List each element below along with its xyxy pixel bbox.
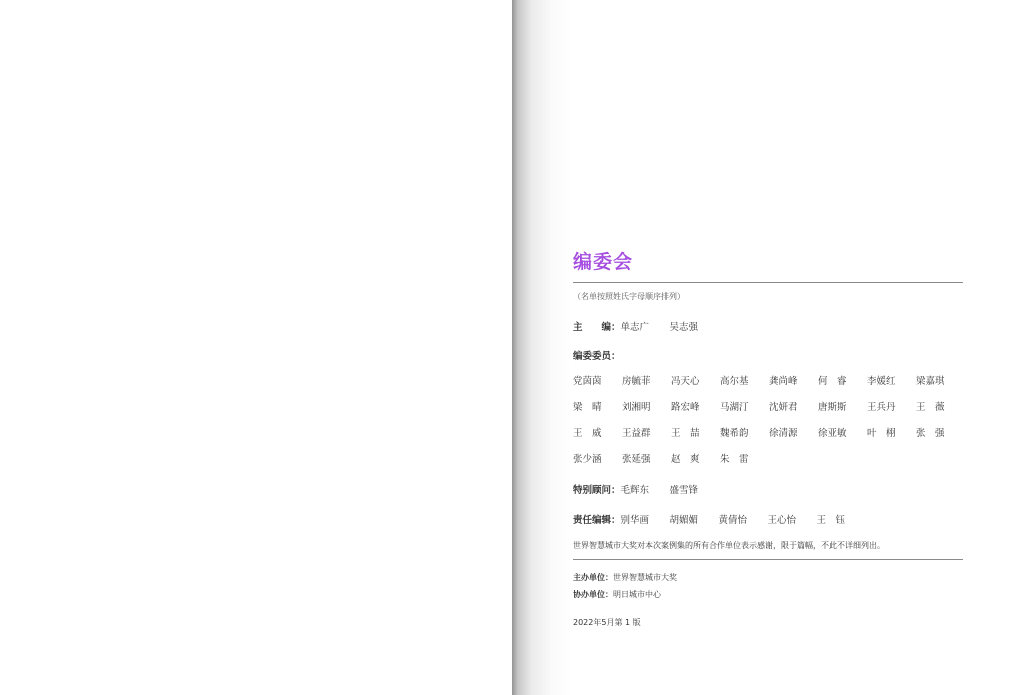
member-name: 叶 栩 bbox=[867, 428, 896, 439]
member-name: 刘湘明 bbox=[622, 402, 651, 413]
cohost-label: 协办单位： bbox=[573, 590, 613, 599]
special-advisor-names bbox=[621, 484, 719, 498]
ordering-note: （名单按照姓氏字母顺序排列） bbox=[573, 292, 685, 301]
responsible-editors-names bbox=[621, 514, 866, 528]
member-name: 赵 爽 bbox=[671, 454, 700, 465]
editor-name: 王 钰 bbox=[816, 515, 846, 526]
member-name: 沈妍君 bbox=[769, 402, 798, 413]
co-organizer bbox=[573, 589, 963, 601]
advisor-name: 毛辉东 bbox=[620, 485, 650, 496]
edition-info: 2022年5月第 1 版 bbox=[573, 618, 641, 627]
member-name: 梁嘉琪 bbox=[916, 376, 945, 387]
editorial-board-section bbox=[573, 250, 963, 629]
member-name: 魏希韵 bbox=[720, 428, 749, 439]
member-name: 张延强 bbox=[622, 454, 651, 465]
member-name: 龚尚峰 bbox=[769, 376, 798, 387]
host-value: 世界智慧城市大奖 bbox=[613, 573, 677, 582]
member-name: 冯天心 bbox=[671, 376, 700, 387]
members-grid bbox=[573, 375, 973, 479]
members-label: 编委委员： bbox=[573, 351, 621, 362]
bottom-divider bbox=[573, 559, 963, 560]
top-divider bbox=[573, 282, 963, 283]
advisor-name: 盛雪锋 bbox=[669, 485, 699, 496]
member-name: 王 威 bbox=[573, 428, 602, 439]
responsible-editors-label: 责任编辑： bbox=[573, 515, 621, 526]
responsible-editors-row bbox=[573, 514, 963, 528]
host-label: 主办单位： bbox=[573, 573, 613, 582]
host-organizer bbox=[573, 572, 963, 584]
editor-name: 王心怡 bbox=[767, 515, 797, 526]
member-name: 徐亚敏 bbox=[818, 428, 847, 439]
member-name: 王 薇 bbox=[916, 402, 945, 413]
editor-name: 别华画 bbox=[620, 515, 650, 526]
member-name: 李媛红 bbox=[867, 376, 896, 387]
member-name: 朱 雷 bbox=[720, 454, 749, 465]
member-name: 张 强 bbox=[916, 428, 945, 439]
editor-name: 黄倩怡 bbox=[718, 515, 748, 526]
page-title: 编委会 bbox=[573, 251, 634, 273]
chief-editor-row bbox=[573, 321, 963, 335]
acknowledgement-text: 世界智慧城市大奖对本次案例集的所有合作单位表示感谢，限于篇幅，不此不详细列出。 bbox=[573, 541, 885, 550]
chief-editor-name: 吴志强 bbox=[669, 322, 699, 333]
member-name: 王益群 bbox=[622, 428, 651, 439]
editor-name: 胡媚媚 bbox=[669, 515, 699, 526]
special-advisor-row bbox=[573, 484, 963, 498]
chief-editor-name: 单志广 bbox=[620, 322, 650, 333]
member-name: 高尔基 bbox=[720, 376, 749, 387]
member-name: 王 喆 bbox=[671, 428, 700, 439]
member-name: 路宏峰 bbox=[671, 402, 700, 413]
member-name: 何 睿 bbox=[818, 376, 847, 387]
member-name: 王兵丹 bbox=[867, 402, 896, 413]
member-name: 房毓菲 bbox=[622, 376, 651, 387]
member-name: 梁 晴 bbox=[573, 402, 602, 413]
chief-editor-label: 主 编： bbox=[573, 322, 621, 333]
member-name: 唐斯斯 bbox=[818, 402, 847, 413]
member-name: 党茵茵 bbox=[573, 376, 602, 387]
right-page bbox=[512, 0, 1024, 695]
member-name: 张少涵 bbox=[573, 454, 602, 465]
special-advisor-label: 特别顾问： bbox=[573, 485, 621, 496]
cohost-value: 明日城市中心 bbox=[613, 590, 661, 599]
chief-editor-names bbox=[621, 321, 719, 335]
gutter-shadow bbox=[512, 0, 572, 695]
member-name: 徐清源 bbox=[769, 428, 798, 439]
member-name: 马湖汀 bbox=[720, 402, 749, 413]
